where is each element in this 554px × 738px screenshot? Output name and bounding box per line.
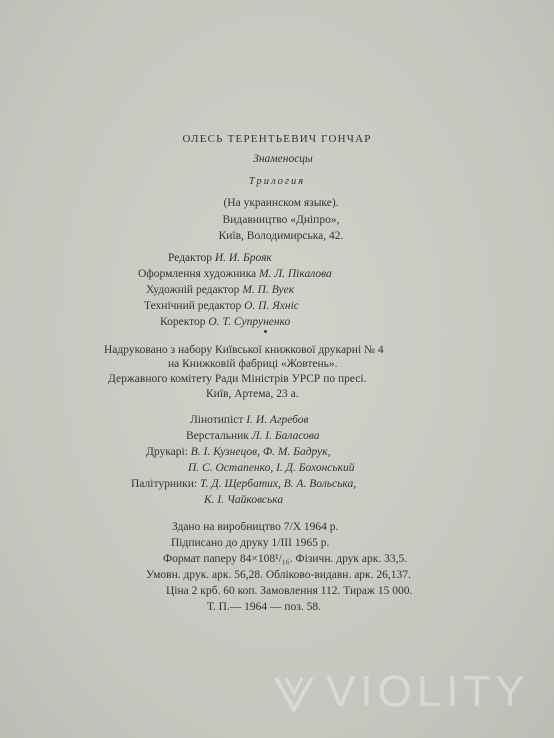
spec-submitted: Здано на виробництво 7/Х 1964 р. <box>172 521 339 533</box>
staff-corrector: Коректор О. Т. Супруненко <box>160 316 291 328</box>
binders: Палітурники: Т. Д. Щербатих, В. А. Вольська, <box>131 478 357 490</box>
spec-format: Формат паперу 84×108¹/₁₆. Фізичн. друк арк. 33,5. <box>163 553 408 565</box>
typesetter: Верстальник Л. І. Баласова <box>186 430 320 442</box>
printing-line-1: Надруковано з набору Київської книжкової друкарні № 4 <box>104 344 384 356</box>
staff-editor: Редактор И. И. Брояк <box>168 252 272 264</box>
staff-art-editor: Художній редактор М. П. Вуек <box>146 284 295 296</box>
violity-logo-icon <box>272 670 316 714</box>
printers: Друкарі: В. І. Кузнецов, Ф. М. Бадрук, <box>146 446 331 458</box>
spec-sheets: Умовн. друк. арк. 56,28. Обліково-видавн. арк. 26,137. <box>146 569 411 581</box>
staff-tech-editor: Технічний редактор О. П. Яхніс <box>144 300 299 312</box>
spec-plan: Т. П.— 1964 — поз. 58. <box>207 601 322 613</box>
publisher-address: Київ, Володимирська, 42. <box>218 230 344 242</box>
printers-cont: П. С. Остапенко, І. Д. Бохонський <box>188 462 355 474</box>
author-name: ОЛЕСЬ ТЕРЕНТЬЕВИЧ ГОНЧАР <box>182 133 372 145</box>
spec-signed: Підписано до друку 1/ІІІ 1965 р. <box>171 537 330 549</box>
separator-dot <box>264 330 267 333</box>
watermark <box>272 662 542 722</box>
publisher-name: Видавництво «Дніпро», <box>222 214 340 226</box>
printing-line-2: на Книжковій фабриці «Жовтень». <box>168 358 338 370</box>
watermark-text: VIOLITY <box>326 667 530 716</box>
book-title: Знаменосцы <box>253 153 313 165</box>
printing-line-3: Державного комітету Ради Міністрів УРСР по пресі. <box>108 373 367 385</box>
printing-line-4: Київ, Артема, 23 а. <box>206 388 299 400</box>
book-genre: Трилогия <box>248 176 306 187</box>
spec-price: Ціна 2 крб. 60 коп. Замовлення 112. Тираж 15 000. <box>166 585 413 597</box>
linotypist: Лінотипіст І. И. Агребов <box>190 414 309 426</box>
binders-cont: К. І. Чайковська <box>204 494 284 506</box>
staff-designer: Оформлення художника М. Л. Пікалова <box>138 268 332 280</box>
language-note: (На украинском языке). <box>223 197 339 209</box>
